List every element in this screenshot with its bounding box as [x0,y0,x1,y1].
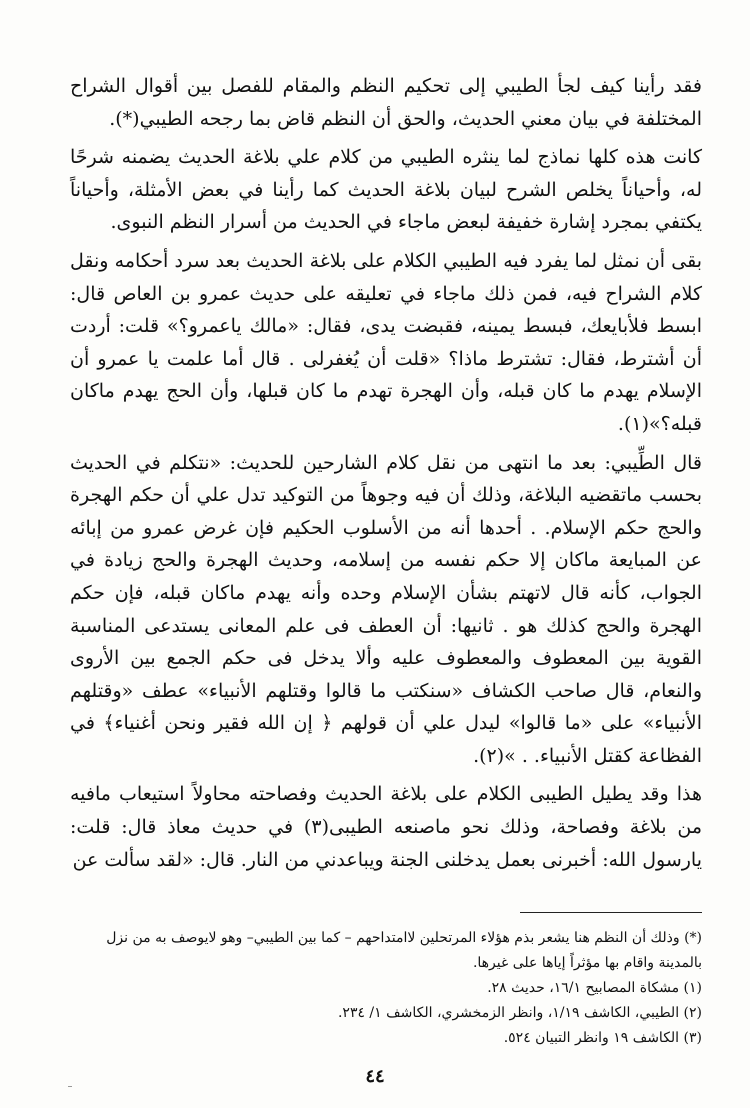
paragraph-4: قال الطِّيبي: بعد ما انتهى من نقل كلام الشارحين للحديث: «نتكلم في الحديث بحسب ماتقضيه البلاغة، وذلك أن فيه وجوهاً من التوكيد تدل علي أن حكم الهجرة والحج حكم الإسلام. . أحدها أنه من الأسلوب الحكيم فإن غرض عمرو من إبائه عن المبايعة ماكان إلا حكم نفسه من إسلامه، وحديث الهجرة والحج زيادة في الجواب، كأنه قال لاتهتم بشأن الإسلام وحده وأنه يهدم ماكان قبله، فإن حكم الهجرة والحج كذلك هو . ثانيها: أن العطف فى علم المعانى يستدعى المناسبة القوية بين المعطوف والمعطوف عليه وألا يدخل فى حكم الجمع بين الأروى والنعام، قال صاحب الكشاف «سنكتب ما قالوا وقتلهم الأنبياء» عطف «وقتلهم الأنبياء» على «ما قالوا» ليدل علي أن قولهم ﴿ إن الله فقير ونحن أغنياء﴾ في الفظاعة كقتل الأنبياء. . »(٢). [70,451,702,767]
footnotes [60,926,702,1051]
paragraph-2: كانت هذه كلها نماذج لما ينثره الطيبي من كلام علي بلاغة الحديث يضمنه شرحًا له، وأحياناً يخلص الشرح لبيان بلاغة الحديث كما رأينا في بعض الأمثلة، وأحياناً يكتفي بمجرد إشارة خفيفة لبعض ماجاء في الحديث من أسرار النظم النبوى. [70,146,702,234]
footnote-3: (٣) الكاشف ١٩ وانظر التبيان ٥٢٤. [503,1030,702,1046]
footnote-2: (٢) الطيبي، الكاشف ١/١٩، وانظر الزمخشري، الكاشف ١/ ٢٣٤. [337,1005,702,1021]
paragraph-1: فقد رأينا كيف لجأ الطيبي إلى تحكيم النظم والمقام للفصل بين أقوال الشراح المختلفة في بيان معني الحديث، والحق أن النظم قاض بما رجحه الطيبي(*). [70,75,702,130]
paragraph-5: هذا وقد يطيل الطيبى الكلام على بلاغة الحديث وفصاحته محاولاً استيعاب مافيه من بلاغة وفصاحة، وذلك نحو ماصنعه الطيبى(٣) في حديث معاذ قال: قلت: يارسول الله: أخبرنى بعمل يدخلنى الجنة ويباعدني من النار. قال: «لقد سألت عن [70,783,702,871]
footnote-separator [520,912,702,913]
page-number: ٤٤ [365,1066,385,1087]
footnote-1: (١) مشكاة المصابيح ١٦/١، حديث ٢٨. [487,980,702,996]
footnote-star: (*) وذلك أن النظم هنا يشعر بذم هؤلاء المرتحلين لاامتداحهم – كما بين الطيبي– وهو لايوصف به من نزل بالمدينة واقام بها مؤثراً إياها على غيرها. [106,930,702,971]
main-text [70,70,702,882]
paragraph-3: بقى أن نمثل لما يفرد فيه الطيبي الكلام على بلاغة الحديث بعد سرد أحكامه ونقل كلام الشراح فيه، فمن ذلك ماجاء في تعليقه على حديث عمرو بن العاص قال: ابسط فلأبايعك، فبسط يمينه، فقبضت يدى، فقال: «مالك ياعمرو؟» قلت: أردت أن أشترط، فقال: تشترط ماذا؟ «قلت أن يُغفرلى . قال أما علمت يا عمرو أن الإسلام يهدم ما كان قبله، وأن الهجرة تهدم ما كان قبلها، وأن الحج يهدم ماكان قبله؟»(١). [70,249,702,435]
scan-mark [68,1086,72,1087]
